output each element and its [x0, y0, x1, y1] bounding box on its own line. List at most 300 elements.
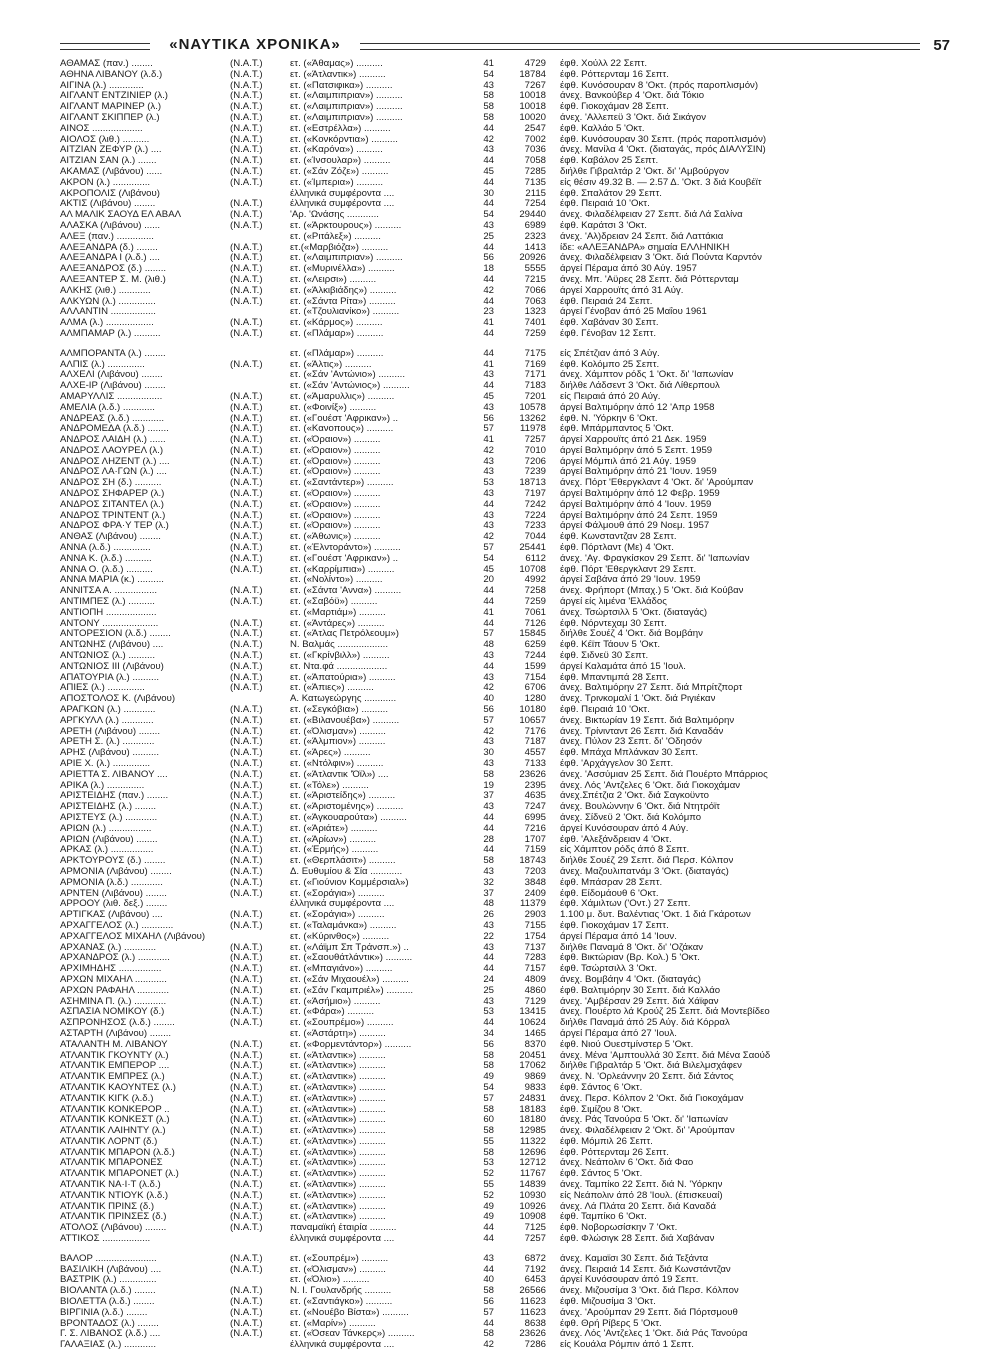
- ship-owner: ετ. («Ταλαμάνκα») ..........: [290, 920, 397, 931]
- ship-owner: ετ. («Σάν Γκαμπριέλ») ..........: [290, 985, 414, 996]
- ship-row: [60, 414, 980, 425]
- ship-year: 43: [483, 145, 494, 156]
- ship-owner: ετ. («Άσήμιο») ..........: [290, 996, 381, 1007]
- ship-tons: 18743: [519, 856, 546, 867]
- ship-status: άνεχ. Πόρτ 'Εθεργκλαντ 4 'Οκτ. δι' 'Αρούμπαν: [560, 478, 754, 489]
- ship-tons: 10708: [519, 564, 546, 575]
- ship-name: ΑΜΕΛΙΑ (λ.δ.) ............: [60, 402, 155, 413]
- ship-tons: 5555: [524, 264, 546, 275]
- ship-row: [60, 392, 980, 403]
- ship-owner: ετ. («Θερπλάσιτ») ..........: [290, 856, 396, 867]
- ship-tons: 11623: [520, 1307, 546, 1318]
- ship-row: [60, 189, 980, 200]
- ship-owner: ετ. («Άτλαντικ») ..........: [290, 1104, 386, 1115]
- ship-tons: 8370: [524, 1039, 546, 1050]
- ship-name: ΑΝΤΙΟΠΗ ...................: [60, 607, 157, 618]
- ship-row: [60, 435, 980, 446]
- ship-flag: (N.A.T.): [230, 543, 263, 554]
- ship-owner: έλληνικά συμφέροντα ....: [290, 899, 395, 910]
- ship-status: άνεχ. 'Αμβέρσαν 29 Σεπτ. διά Χάϊφαν: [560, 996, 719, 1007]
- ship-row: [60, 1191, 980, 1202]
- ship-name: ΑΡΙΚΑ (λ.) ..............: [60, 780, 145, 791]
- header-rule-left: [60, 43, 150, 50]
- ship-flag: (N.A.T.): [230, 1180, 263, 1191]
- ship-flag: (N.A.T.): [230, 1158, 263, 1169]
- ship-name: Γ. Σ. ΛΙΒΑΝΟΣ (λ.δ.) ....: [60, 1329, 161, 1340]
- ship-status: άνεχ. Φιλαδέλφειαν 3 'Οκτ. διά Πούντα Καρντόν: [560, 253, 762, 264]
- ship-flag: (N.A.T.): [230, 264, 263, 275]
- ship-status: άνεχ. Τρινκομαλί 1 'Οκτ. διά Ριγιέκαν: [560, 694, 716, 705]
- ship-status: διήλθε Παναμά άπό 25 Αύγ. διά Κόρραλ: [560, 1018, 730, 1029]
- ship-flag: (N.A.T.): [230, 1223, 263, 1234]
- ship-year: 42: [483, 683, 494, 694]
- ship-status: έφθ. Ρόττερνταμ 26 Σεπτ.: [560, 1147, 669, 1158]
- ship-tons: 4557: [524, 748, 546, 759]
- ship-flag: (N.A.T.): [230, 942, 263, 953]
- ship-year: 43: [483, 737, 494, 748]
- ship-name: ΑΣΗΜΙΝΑ Π. (λ.) ............: [60, 996, 167, 1007]
- ship-tons: 7058: [524, 156, 546, 167]
- ship-status: άνεχ. Μένα 'Αμπτουλλά 30 Σεπτ. διά Μένα Σαούδ: [560, 1050, 771, 1061]
- ship-row: [60, 467, 980, 478]
- ship-owner: ετ. («Άτλαντικ») ..........: [290, 1212, 386, 1223]
- ship-row: [60, 297, 980, 308]
- ship-status: άνεχ. Φρήπορτ (Μπαχ.) 5 'Οκτ. διά Κούβαν: [560, 586, 744, 597]
- ship-year: 44: [483, 242, 494, 253]
- ship-tons: 7159: [524, 845, 546, 856]
- ship-status: άργεί Βαλτιμόρην άπό 12 Φεβρ. 1959: [560, 489, 720, 500]
- ship-row: [60, 59, 980, 70]
- ship-row: [60, 759, 980, 770]
- ship-status: είς Νεάπολιν άπό 28 'Ιουλ. (έπισκευαί): [560, 1190, 723, 1201]
- ship-status: έφθ. Είδομάουθ 6 'Οκτ.: [560, 888, 659, 899]
- ship-name: ΑΡΙΣΤΕΙΔΗΣ (λ.) ........: [60, 802, 157, 813]
- ship-status: άνεχ. Μιζουσίμα 3 'Οκτ. διά Περσ. Κόλπον: [560, 1286, 739, 1297]
- ship-row: [60, 1275, 980, 1286]
- ship-flag: (N.A.T.): [230, 996, 263, 1007]
- ship-status: έφθ. Πειραιά 24 Σεπτ.: [560, 296, 653, 307]
- ship-status: έφθ. Κυνόσουραν 8 'Οκτ. (πρός παροπλισμόν): [560, 80, 759, 91]
- ship-name: ΑΛΕΞΑΝΤΕΡ Σ. Μ. (λιθ.): [60, 274, 166, 285]
- ship-owner: ετ. («Γκρίνβιλλ») ..........: [290, 651, 390, 662]
- ship-flag: (N.A.T.): [230, 1018, 263, 1029]
- ship-owner: ετ. («Όσεαν Τάνκερς») ..........: [290, 1329, 415, 1340]
- ship-flag: (N.A.T.): [230, 586, 263, 597]
- ship-tons: 2323: [524, 231, 546, 242]
- ship-year: 44: [483, 499, 494, 510]
- ship-tons: 10926: [519, 1201, 546, 1212]
- ship-owner: ετ. («Ντόλφιν») ..........: [290, 759, 384, 769]
- ship-year: 44: [483, 845, 494, 856]
- ship-year: 44: [483, 618, 494, 629]
- ship-name: ΑΤΛΑΝΤΙΚ ΚΑΟΥΝΤΕΣ (λ.): [60, 1082, 176, 1093]
- ship-year: 54: [483, 210, 494, 221]
- ship-year: 37: [483, 888, 494, 899]
- ship-owner: ετ. («Έλντοράντο») ..........: [290, 543, 401, 554]
- ship-flag: (N.A.T.): [230, 618, 263, 629]
- ship-name: ΑΤΛΑΝΤΙΚ ΚΟΝΚΕΡΟΡ ..: [60, 1104, 170, 1115]
- ship-year: 43: [483, 996, 494, 1007]
- ship-row: [60, 824, 980, 835]
- ship-status: άργεί είς λιμένα 'Ελλάδος: [560, 597, 667, 608]
- ship-row: [60, 953, 980, 964]
- ship-flag: (N.A.T.): [230, 145, 263, 156]
- ship-owner: Ν. Ι. Γουλανδρής ..........: [290, 1286, 392, 1297]
- ship-year: 23: [483, 307, 494, 318]
- ship-year: 42: [483, 134, 494, 145]
- ship-row: [60, 349, 980, 360]
- ship-flag: (N.A.T.): [230, 845, 263, 856]
- ship-flag: (N.A.T.): [230, 1253, 263, 1264]
- ship-year: 44: [483, 1264, 494, 1275]
- ship-name: ΑΝΔΡΟΣ ΣΗΦΑΡΕΡ (λ.): [60, 489, 165, 500]
- ship-year: 43: [483, 510, 494, 521]
- ship-name: ΑΙΓΛΑΝΤ ΜΑΡΙΝΕΡ (λ.): [60, 102, 162, 113]
- ship-flag: (N.A.T.): [230, 791, 263, 802]
- ship-year: 25: [483, 985, 494, 996]
- ship-owner: ετ. («Άλτις») ..........: [290, 359, 372, 370]
- ship-status: άνεχ. Τρίνινταντ 26 Σεπτ. διά Καναδάν: [560, 726, 724, 737]
- ship-year: 41: [483, 435, 494, 446]
- ship-year: 58: [483, 112, 494, 123]
- ship-row: [60, 446, 980, 457]
- ship-tons: 13415: [519, 1007, 546, 1018]
- ship-status: έφθ. Σπαλάτον 29 Σεπτ.: [560, 188, 662, 199]
- section-gap: [60, 340, 980, 349]
- ship-owner: ετ. («Άτλαντικ») ..........: [290, 1126, 386, 1137]
- ship-year: 26: [483, 910, 494, 921]
- ship-status: άργεί Πέραμα άπό 14 'Ιουν.: [560, 931, 677, 942]
- ship-year: 58: [483, 769, 494, 780]
- ship-status: διήλθε Παναμά 8 'Οκτ. δι' 'Οζάκαν: [560, 942, 704, 953]
- ship-name: ΑΡΜΟΝΙΑ (λ.δ.) ............: [60, 877, 163, 888]
- ship-tons: 7133: [524, 759, 546, 769]
- ship-tons: 10180: [519, 705, 546, 716]
- ship-year: 44: [483, 597, 494, 608]
- ship-owner: ετ. («Άγκουαρούτα») ..........: [290, 812, 407, 823]
- ship-status: έφθ. Χούλλ 22 Σεπτ.: [560, 59, 648, 69]
- ship-status: έφθ. Μόμπιλ 26 Σεπτ.: [560, 1136, 653, 1147]
- ship-status: άνεχ. Λός 'Αντζελες 6 'Οκτ. διά Γιοκοχάμαν: [560, 780, 741, 791]
- ship-status: άνεχ. Βαλτιμόρην 27 Σεπτ. διά Μπρίτζπορτ: [560, 683, 743, 694]
- ship-tons: 7175: [524, 348, 546, 359]
- ship-owner: ετ. («Σάντα 'Αννα») ..........: [290, 586, 402, 597]
- ship-name: ΑΡΧΑΓΓΕΛΟΣ ΜΙΧΑΗΛ (Λιβάνου): [60, 931, 206, 942]
- ship-row: [60, 253, 980, 264]
- ship-status: έφθ. Βικτώριαν (Βρ. Κολ.) 5 'Οκτ.: [560, 953, 700, 964]
- ship-row: [60, 608, 980, 619]
- ship-owner: ετ. («Καρόνα») ..........: [290, 145, 383, 156]
- ship-row: [60, 489, 980, 500]
- ship-row: [60, 381, 980, 392]
- ship-tons: 6872: [524, 1253, 546, 1264]
- ship-tons: 1323: [524, 307, 546, 318]
- ship-name: ΑΛΜΠΑΜΑΡ (λ.) ..........: [60, 328, 161, 339]
- ship-row: [60, 511, 980, 522]
- ship-year: 42: [483, 285, 494, 296]
- ship-name: ΒΙΟΛΕΤΤΑ (λ.δ.) ........: [60, 1297, 155, 1308]
- ship-owner: ετ. («Σουπρέμ») ..........: [290, 1253, 389, 1264]
- ship-owner: ετ. («Άτλαντικ») ..........: [290, 1082, 386, 1093]
- ship-tons: 1413: [524, 242, 546, 253]
- ship-row: [60, 1308, 980, 1319]
- ship-tons: 10908: [519, 1212, 546, 1223]
- ship-owner: ετ. («Λάϊμπ Σπ Τράνσπ.») ..: [290, 942, 409, 953]
- ship-year: 58: [483, 91, 494, 102]
- ship-tons: 7183: [524, 381, 546, 392]
- ship-row: [60, 1234, 980, 1245]
- ship-name: ΑΣΠΑΣΙΑ ΝΟΜΙΚΟΥ (δ.): [60, 1007, 165, 1018]
- ship-owner: έλληνικά συμφέροντα ....: [290, 199, 395, 210]
- ship-year: 58: [483, 1050, 494, 1061]
- ship-flag: (N.A.T.): [230, 1318, 263, 1329]
- ship-owner: ετ. («Λαιμπιπριαν») ..........: [290, 102, 403, 113]
- ship-row: [60, 813, 980, 824]
- ship-owner: ετ. («Σαουθάτλάντικ») ..........: [290, 953, 413, 964]
- ship-name: ΑΛΕΞΑΝΔΡΟΣ (δ.) ........: [60, 264, 167, 275]
- ship-year: 43: [483, 456, 494, 467]
- ship-row: [60, 360, 980, 371]
- ship-status: έφθ. Χάμιλτων ('Οντ.) 27 Σεπτ.: [560, 899, 691, 910]
- ship-tons: 4635: [524, 791, 546, 802]
- ship-owner: ετ. («Άριστομένης») ..........: [290, 802, 404, 813]
- ship-name: ΑΝΤΟΝΥ .....................: [60, 618, 159, 629]
- ship-flag: (N.A.T.): [230, 296, 263, 307]
- ship-name: ΑΤΤΙΚΟΣ ..................: [60, 1234, 151, 1245]
- ship-tons: 7125: [524, 1223, 546, 1234]
- ship-name: ΑΡΧΑΝΔΡΟΣ (λ.) ............: [60, 953, 170, 964]
- ship-owner: ετ. («Όλιο») ..........: [290, 1275, 370, 1286]
- ship-owner: ετ. («Φάρα») ..........: [290, 1007, 374, 1018]
- ship-name: ΑΡΕΤΗ Σ. (λ.) ............: [60, 737, 155, 748]
- ship-name: ΑΝΔΡΟΣ ΛΑΟΥΡΕΛ (λ.): [60, 445, 164, 456]
- ship-flag: (N.A.T.): [230, 964, 263, 975]
- ship-row: [60, 1040, 980, 1051]
- ship-tons: 7061: [524, 607, 546, 618]
- ship-year: 22: [483, 931, 494, 942]
- ship-tons: 26566: [519, 1286, 546, 1297]
- ship-tons: 1599: [524, 661, 546, 672]
- ship-flag: (N.A.T.): [230, 705, 263, 716]
- ship-flag: (N.A.T.): [230, 866, 263, 877]
- ship-status: έφθ. Νιού Ουεστμίνστερ 5 'Οκτ.: [560, 1039, 694, 1050]
- ship-tons: 18183: [519, 1104, 546, 1115]
- ship-row: [60, 835, 980, 846]
- ship-flag: (N.A.T.): [230, 134, 263, 145]
- ship-status: άργεί Βαλτιμόρην άπό 24 Σεπτ. 1959: [560, 510, 718, 521]
- ship-year: 43: [483, 220, 494, 231]
- ship-name: ΑΛΛΑΝΤΙΝ .................: [60, 307, 156, 318]
- ship-tons: 7187: [524, 737, 546, 748]
- ship-tons: 1754: [524, 931, 546, 942]
- ship-status: διήλθε Γιβραλτάρ 2 'Οκτ. δι' 'Αμβούργον: [560, 166, 729, 177]
- ship-owner: ετ. («Εστρέλλα») ..........: [290, 123, 391, 134]
- ship-row: [60, 1148, 980, 1159]
- ship-row: [60, 770, 980, 781]
- ship-flag: (N.A.T.): [230, 532, 263, 543]
- ship-flag: (N.A.T.): [230, 413, 263, 424]
- ship-name: ΑΝΤΩΝΙΟΣ (λ.) ..........: [60, 651, 156, 662]
- ship-owner: Ν. Βαλμάς ...................: [290, 640, 389, 651]
- ship-row: [60, 1094, 980, 1105]
- ship-name: ΑΛΕΞΑΝΔΡΑ Ι (λ.δ.) ....: [60, 253, 160, 264]
- ship-year: 44: [483, 661, 494, 672]
- ship-row: [60, 1126, 980, 1137]
- ship-flag: (N.A.T.): [230, 91, 263, 102]
- ship-flag: (N.A.T.): [230, 920, 263, 931]
- ship-name: ΑΙΤΖΙΑΝ ΣΑΝ (λ.) .......: [60, 156, 157, 167]
- ship-name: ΒΑΣΙΛΙΚΗ (Λιβάνου) ....: [60, 1264, 162, 1275]
- ship-name: ΒΑΣΤΡΙΚ (λ.) ..............: [60, 1275, 157, 1286]
- ship-flag: (N.A.T.): [230, 1061, 263, 1072]
- ship-row: [60, 232, 980, 243]
- ship-tons: 8638: [524, 1318, 546, 1329]
- ship-owner: ετ. («Άλκιβιάδης») ..........: [290, 285, 397, 296]
- ship-flag: (N.A.T.): [230, 166, 263, 177]
- ship-flag: (N.A.T.): [230, 1093, 263, 1104]
- ship-owner: ετ. («Πλάμαρ») ..........: [290, 328, 384, 339]
- ship-row: [60, 221, 980, 232]
- ship-name: ΑΛ ΜΑΛΙΚ ΣΑΟΥΔ ΕΛ ΑΒΑΛ: [60, 210, 182, 221]
- ship-tons: 7176: [524, 726, 546, 737]
- ship-year: 43: [483, 1253, 494, 1264]
- ship-status: έφθ. Καλλάο 5 'Οκτ.: [560, 123, 645, 134]
- ship-owner: ετ. («Άπιες») ..........: [290, 683, 374, 694]
- ship-tons: 11379: [520, 899, 546, 910]
- ship-flag: (N.A.T.): [230, 242, 263, 253]
- ship-tons: 7285: [524, 166, 546, 177]
- ship-flag: (N.A.T.): [230, 985, 263, 996]
- ship-year: 57: [483, 1307, 494, 1318]
- ship-status: έφθ. Μπάρμπαντος 5 'Οκτ.: [560, 424, 674, 435]
- ship-status: διήλθε Γιβραλτάρ 5 'Οκτ. διά Βιλελμσχάφεν: [560, 1061, 742, 1072]
- section-gap: [60, 1245, 980, 1254]
- ship-name: ΑΝΔΡΟΣ ΣΙΤΑΝΤΕΛ (λ.): [60, 499, 164, 510]
- ship-name: ΑΤΛΑΝΤΙΚ ΝΤΙΟΥΚ (λ.δ.): [60, 1190, 169, 1201]
- ship-year: 44: [483, 1234, 494, 1245]
- ship-year: 55: [483, 1180, 494, 1191]
- ship-year: 43: [483, 521, 494, 532]
- ship-tons: 7267: [524, 80, 546, 91]
- ship-owner: παναμαϊκή έταιρία ..........: [290, 1223, 397, 1234]
- ship-name: ΑΝΝΑ Ο. (λ.δ.) ..........: [60, 564, 153, 575]
- ship-status: έφθ. Θρή Ρίβερς 5 'Οκτ.: [560, 1318, 662, 1329]
- ship-tons: 23626: [519, 769, 546, 780]
- ship-flag: (N.A.T.): [230, 715, 263, 726]
- ship-name: ΑΤΛΑΝΤΙΚ ΜΠΑΡΟΝ (λ.δ.): [60, 1147, 175, 1158]
- ship-row: [60, 575, 980, 586]
- ship-tons: 12985: [519, 1126, 546, 1137]
- ship-status: άνεχ. Περσ. Κόλπον 2 'Οκτ. διά Γιοκοχάμαν: [560, 1093, 744, 1104]
- ship-owner: ετ. («Φορμεντάντορ») ..........: [290, 1039, 412, 1050]
- ship-flag: (N.A.T.): [230, 359, 263, 370]
- ship-row: [60, 878, 980, 889]
- ship-year: 45: [483, 564, 494, 575]
- ship-status: διήλθε Λάδσεντ 3 'Οκτ. διά Λίθερπουλ: [560, 381, 720, 392]
- ship-tons: 7126: [524, 618, 546, 629]
- ship-year: 43: [483, 80, 494, 91]
- ship-year: 43: [483, 759, 494, 769]
- ship-name: ΑΝΝΙΤΣΑ Α. ................: [60, 586, 158, 597]
- ship-year: 44: [483, 812, 494, 823]
- ship-name: ΑΝΔΡΟΣ ΛΗΖΕΝΤ (λ.) ....: [60, 456, 170, 467]
- ship-row: [60, 275, 980, 286]
- ship-tons: 7036: [524, 145, 546, 156]
- ship-owner: ετ. Ντα.φά ...................: [290, 661, 388, 672]
- ship-status: άνεχ. Φιλαδέλφειαν 2 'Οκτ. δι' 'Αρούμπαν: [560, 1126, 735, 1137]
- ship-owner: ετ. («Σάν 'Αντώνιο») ..........: [290, 370, 405, 381]
- ship-row: [60, 781, 980, 792]
- ship-tons: 10657: [519, 715, 546, 726]
- ship-year: 28: [483, 834, 494, 845]
- ship-tons: 9869: [524, 1072, 546, 1083]
- ship-name: ΑΛΜΑ (λ.) ..................: [60, 318, 154, 329]
- ship-row: [60, 737, 980, 748]
- ship-row: [60, 1286, 980, 1297]
- ship-year: 57: [483, 629, 494, 640]
- ship-name: ΑΝΝΑ ΜΑΡΙΑ (κ.) ..........: [60, 575, 164, 586]
- ship-name: ΑΤΛΑΝΤΙΚ ΕΜΠΡΕΣ (λ.): [60, 1072, 165, 1083]
- ship-row: [60, 597, 980, 608]
- ship-row: [60, 845, 980, 856]
- ship-year: 58: [483, 1286, 494, 1297]
- ship-row: [60, 975, 980, 986]
- ship-name: ΑΛΚΗΣ (λιθ.) ............: [60, 285, 151, 296]
- ship-flag: (N.A.T.): [230, 953, 263, 964]
- ship-owner: ετ. («Βιλανουέβα») ..........: [290, 715, 400, 726]
- ship-owner: ετ. («Σάν Ζόζε») ..........: [290, 166, 389, 177]
- ship-status: είς θέσιν 49.32 Β. — 2.57 Δ. 'Οκτ. 3 διά Κουβέϊτ: [560, 177, 762, 188]
- ship-year: 56: [483, 1297, 494, 1308]
- ship-flag: (N.A.T.): [230, 467, 263, 478]
- ship-year: 57: [483, 1093, 494, 1104]
- ship-row: [60, 1180, 980, 1191]
- ship-name: ΑΝΔΡΟΜΕΔΑ (λ.δ.) ........: [60, 424, 169, 435]
- ship-tons: 18180: [519, 1115, 546, 1126]
- ship-status: άνεχ. Λά Πλάτα 20 Σεπτ. διά Καναδά: [560, 1201, 717, 1212]
- ship-owner: ετ. («Τόλε») ..........: [290, 780, 369, 791]
- ship-flag: (N.A.T.): [230, 445, 263, 456]
- ship-name: ΑΡΓΚΥΛΛ (λ.) ............: [60, 715, 154, 726]
- ship-tons: 1707: [524, 834, 546, 845]
- ship-tons: 18713: [519, 478, 546, 489]
- ship-owner: ετ. («Άθαμας») ..........: [290, 59, 383, 69]
- ship-name: ΑΙΟΛΟΣ (λιθ.) ..........: [60, 134, 150, 145]
- ship-flag: (N.A.T.): [230, 651, 263, 662]
- ship-status: άνεχ. Χάμπτον ρόδς 1 'Οκτ. δι' 'Ιαπωνίαν: [560, 370, 734, 381]
- ship-flag: (N.A.T.): [230, 1050, 263, 1061]
- ship-status: έφθ. Κολόμπο 25 Σεπτ.: [560, 359, 660, 370]
- ship-tons: 7201: [524, 391, 546, 402]
- ship-row: [60, 1018, 980, 1029]
- ship-flag: (N.A.T.): [230, 1126, 263, 1137]
- ship-owner: ετ. («Σοράγια») ..........: [290, 910, 385, 921]
- ship-tons: 13262: [519, 413, 546, 424]
- ship-row: [60, 748, 980, 759]
- ship-flag: (N.A.T.): [230, 1007, 263, 1018]
- ship-year: 48: [483, 640, 494, 651]
- ship-year: 40: [483, 1275, 494, 1286]
- ship-owner: ετ. («Όλισμαν») ..........: [290, 726, 386, 737]
- ship-name: ΑΤΛΑΝΤΙΚ ΕΜΠΕΡΟΡ ....: [60, 1061, 170, 1072]
- ship-name: ΒΙΟΛΑΝΤΑ (λ.δ.) ........: [60, 1286, 156, 1297]
- ship-tons: 7239: [524, 467, 546, 478]
- ship-name: ΑΤΛΑΝΤΙΚ ΜΠΑΡΟΝΕΤ (λ.): [60, 1169, 179, 1180]
- ship-name: ΑΡΧΙΜΗΔΗΣ ................: [60, 964, 162, 975]
- ship-flag: (N.A.T.): [230, 424, 263, 435]
- ship-row: [60, 705, 980, 716]
- ship-owner: ετ. («Μπαγιάνο») ..........: [290, 964, 393, 975]
